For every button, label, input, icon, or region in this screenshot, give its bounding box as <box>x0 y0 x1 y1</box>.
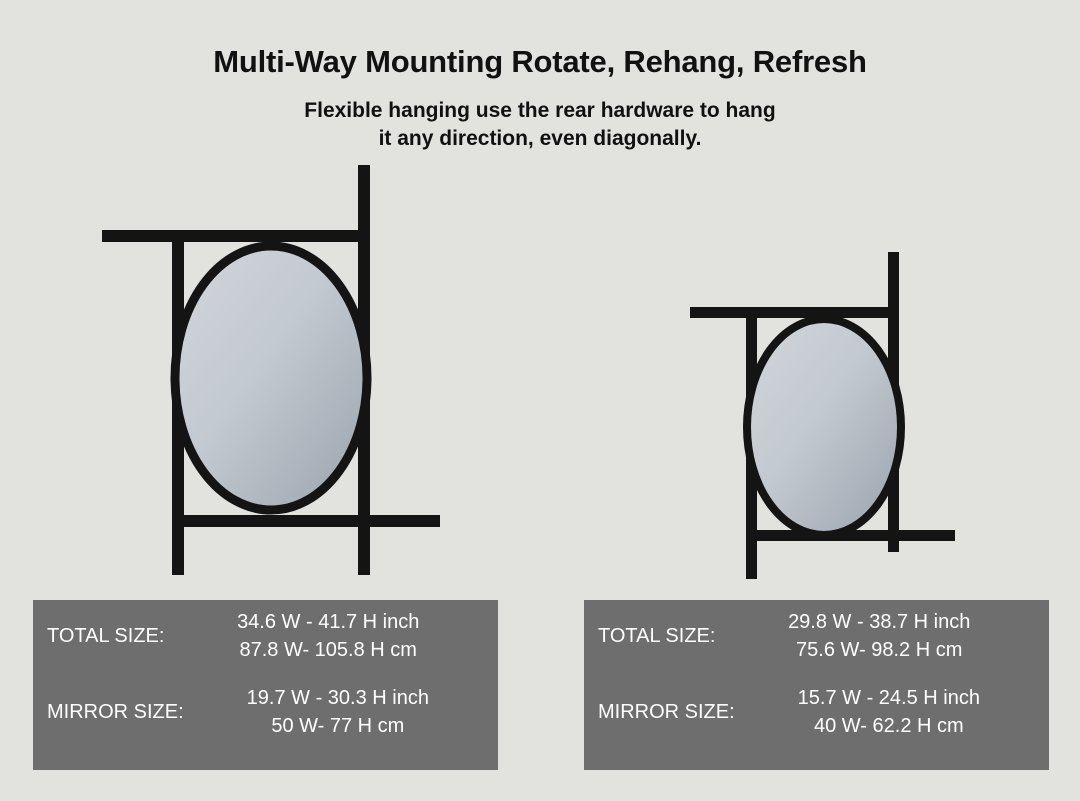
product-illustration-large <box>86 165 466 590</box>
spec-values-mirror-size <box>743 684 1035 740</box>
spec-value-mirror-size-inch: 19.7 W - 30.3 H inch <box>246 687 429 709</box>
spec-value-mirror-size-cm: 40 W- 62.2 H cm <box>813 715 964 737</box>
spec-value-mirror-size-inch: 15.7 W - 24.5 H inch <box>797 687 980 709</box>
spec-value-total-size-cm: 87.8 W- 105.8 H cm <box>239 639 417 661</box>
spec-panel-large <box>33 600 498 770</box>
oval-mirror-with-bracket-icon-large <box>86 165 466 590</box>
spec-row-mirror-size <box>47 684 484 740</box>
page-subtitle-line-2: it any direction, even diagonally. <box>378 127 702 150</box>
spec-values-mirror-size <box>192 684 484 740</box>
spec-values-total-size <box>172 608 484 664</box>
spec-label-total-size: TOTAL SIZE: <box>47 624 165 647</box>
page-subtitle <box>0 97 1080 153</box>
page-subtitle-line-1: Flexible hanging use the rear hardware to hang <box>304 99 776 122</box>
spec-value-mirror-size-cm: 50 W- 77 H cm <box>271 715 405 737</box>
spec-row-total-size <box>47 608 484 664</box>
spec-panel-small <box>584 600 1049 770</box>
spec-row-mirror-size <box>598 684 1035 740</box>
spec-label-mirror-size: MIRROR SIZE: <box>47 700 184 723</box>
spec-panel-spacer <box>47 670 484 684</box>
spec-value-total-size-inch: 34.6 W - 41.7 H inch <box>237 611 420 633</box>
spec-label-mirror-size: MIRROR SIZE: <box>598 700 735 723</box>
spec-row-total-size <box>598 608 1035 664</box>
spec-panel-spacer <box>598 670 1035 684</box>
product-illustration-small <box>672 252 992 592</box>
page-title: Multi-Way Mounting Rotate, Rehang, Refresh <box>213 44 867 79</box>
spec-value-total-size-inch: 29.8 W - 38.7 H inch <box>788 611 971 633</box>
spec-value-total-size-cm: 75.6 W- 98.2 H cm <box>796 639 963 661</box>
oval-mirror-with-bracket-icon-small <box>672 252 992 592</box>
spec-label-total-size: TOTAL SIZE: <box>598 624 716 647</box>
spec-values-total-size <box>723 608 1035 664</box>
